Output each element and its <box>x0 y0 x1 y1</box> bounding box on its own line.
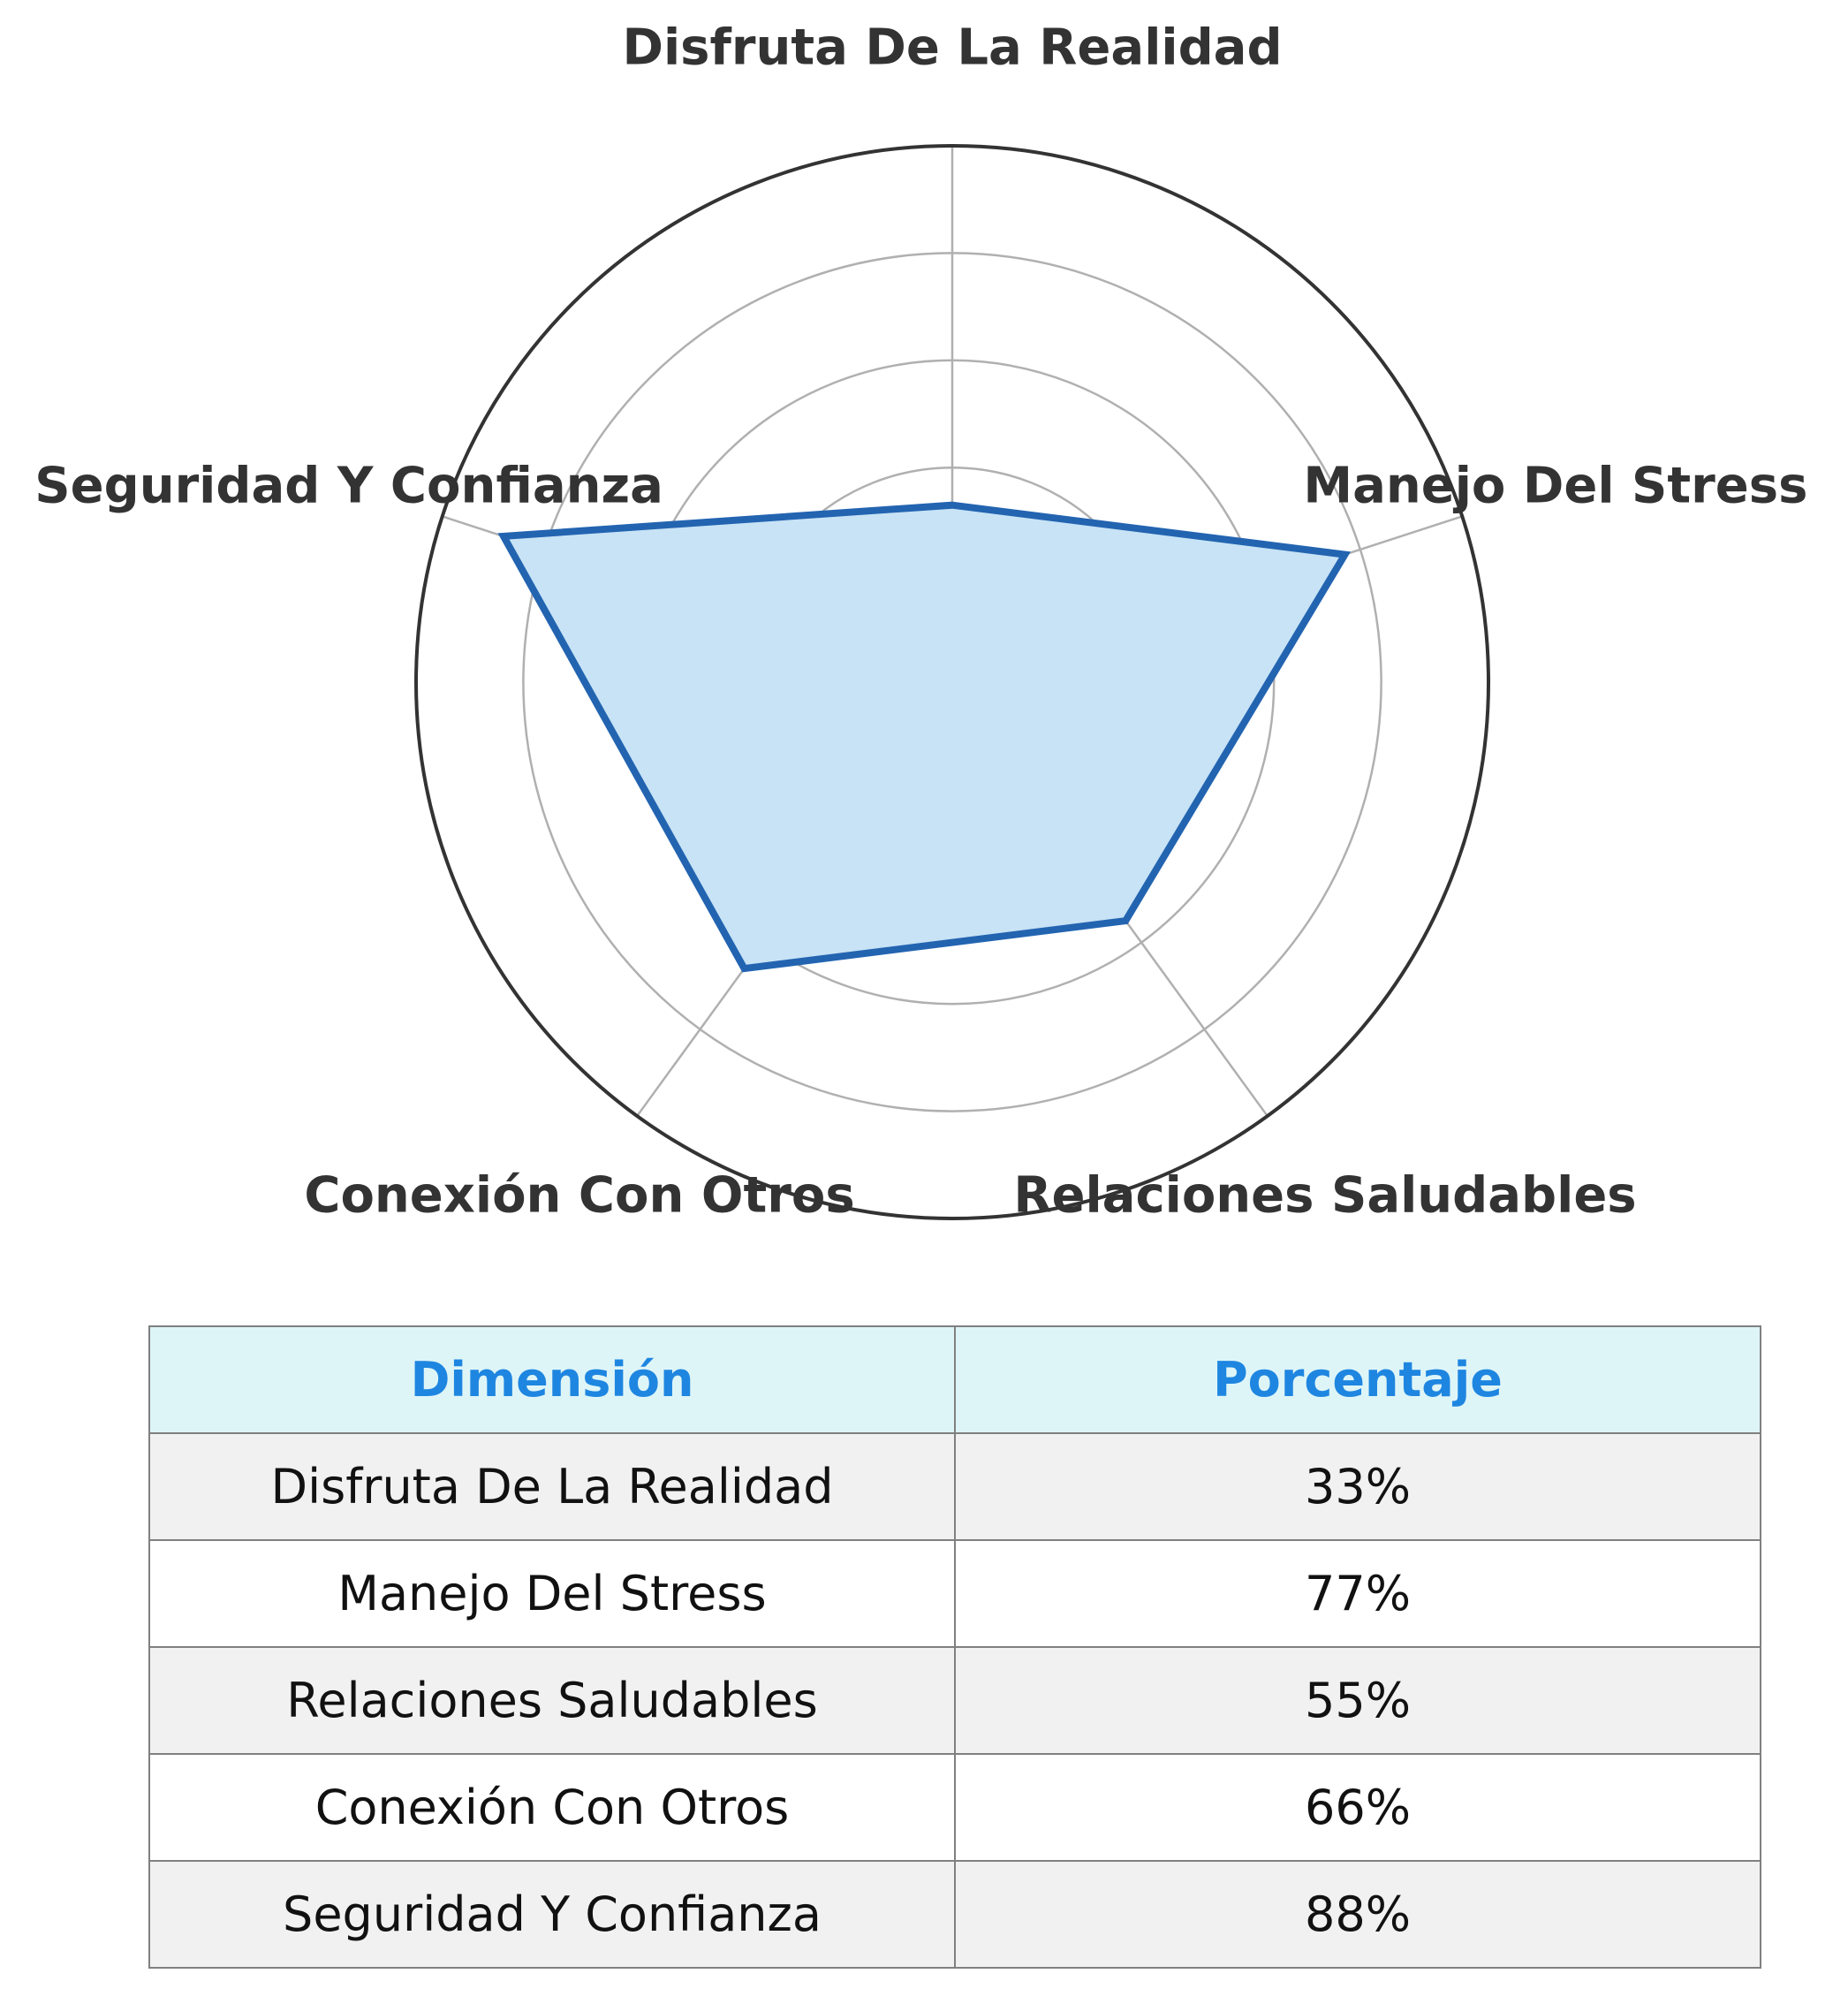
cell-dimension: Manejo Del Stress <box>149 1540 955 1647</box>
cell-percentage: 66% <box>955 1754 1761 1861</box>
axis-label: Relaciones Saludables <box>1013 1166 1637 1225</box>
axis-label: Manejo Del Stress <box>1303 457 1808 515</box>
table-row <box>149 1540 1761 1647</box>
axis-label: Conexión Con Otros <box>304 1166 855 1225</box>
cell-percentage: 55% <box>955 1647 1761 1754</box>
column-header-dimension: Dimensión <box>149 1326 955 1433</box>
cell-percentage: 33% <box>955 1433 1761 1540</box>
cell-percentage: 77% <box>955 1540 1761 1647</box>
series-area <box>504 505 1345 968</box>
cell-dimension: Relaciones Saludables <box>149 1647 955 1754</box>
cell-dimension: Disfruta De La Realidad <box>149 1433 955 1540</box>
table-row <box>149 1861 1761 1968</box>
table-header-row <box>149 1326 1761 1433</box>
cell-dimension: Conexión Con Otros <box>149 1754 955 1861</box>
table-row <box>149 1754 1761 1861</box>
cell-dimension: Seguridad Y Confianza <box>149 1861 955 1968</box>
axis-label: Seguridad Y Confianza <box>34 457 663 515</box>
cell-percentage: 88% <box>955 1861 1761 1968</box>
table-row <box>149 1433 1761 1540</box>
percentage-table <box>148 1325 1761 1969</box>
table-row <box>149 1647 1761 1754</box>
radar-series <box>504 505 1345 968</box>
axis-label: Disfruta De La Realidad <box>622 19 1283 77</box>
column-header-percentage: Porcentaje <box>955 1326 1761 1433</box>
